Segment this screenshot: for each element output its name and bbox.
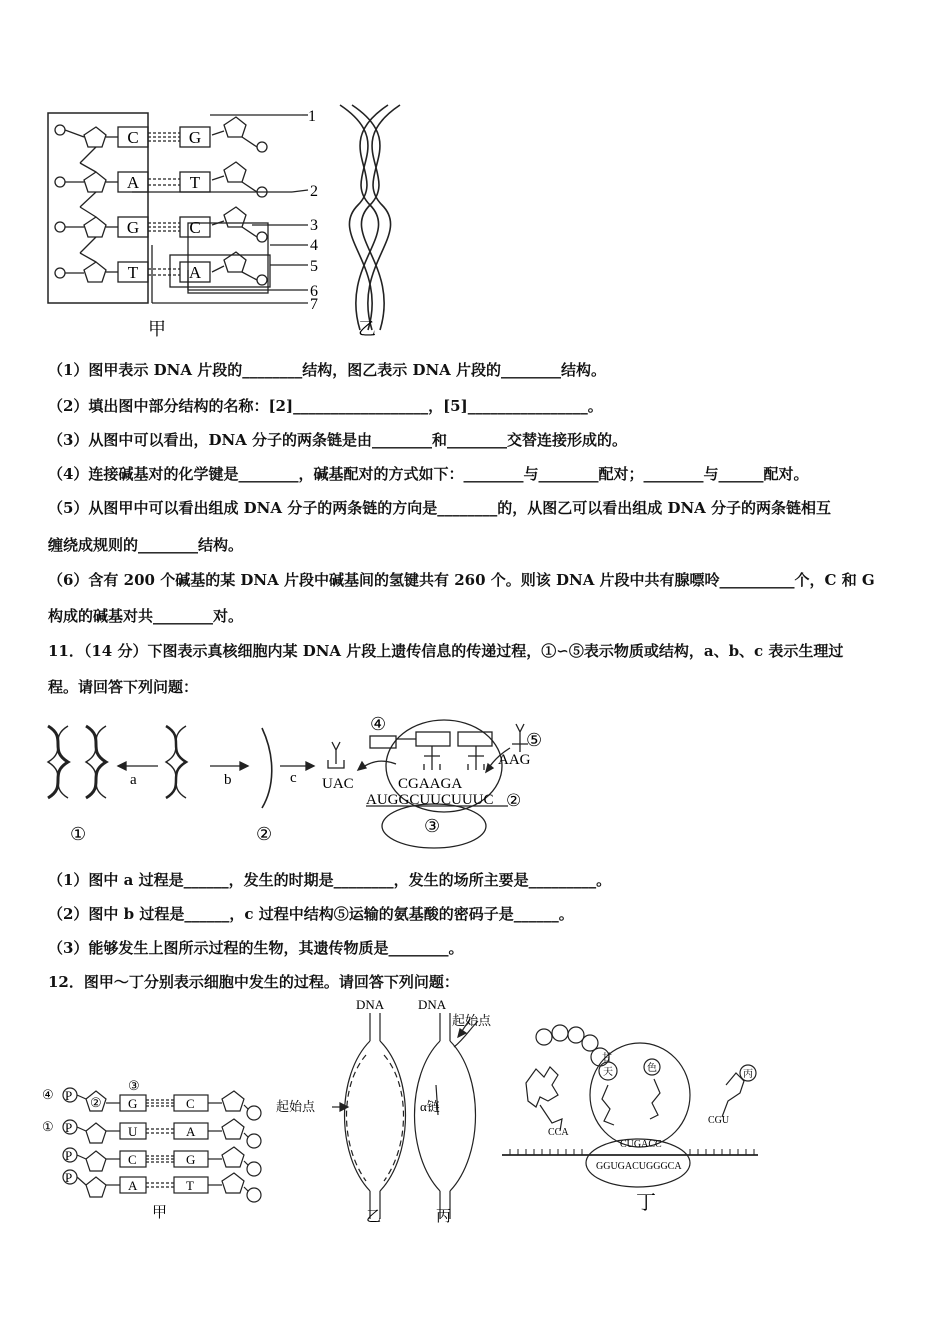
q10-item-4: （4）连接碱基对的化学键是________，碱基配对的方式如下：________与________配对；________与______配对。	[48, 465, 809, 483]
anticodon-uac: UAC	[322, 776, 354, 792]
dna-label-bing: DNA	[418, 997, 447, 1012]
q10-item-6a: （6）含有 200 个碱基的某 DNA 片段中碱基间的氢键共有 260 个。则该 DNA 片段中共有腺嘌呤__________个，C 和 G	[48, 571, 875, 589]
process-b: b	[224, 772, 232, 788]
pair-right-3: G	[186, 1152, 196, 1167]
amino-se: 色	[647, 1063, 657, 1074]
q10-item-3: （3）从图中可以看出，DNA 分子的两条链是由________和________交替连接形成的。	[48, 431, 628, 449]
anticodon-aag: AAG	[498, 752, 531, 768]
anticodon-cugacc: CUGACC	[620, 1139, 662, 1150]
caption-yi: 乙	[358, 319, 376, 339]
q12-heading: 12．图甲～丁分别表示细胞中发生的过程。请回答下列问题：	[48, 973, 459, 991]
q10-item-5a: （5）从图甲中可以看出组成 DNA 分子的两条链的方向是________的，从图乙可以看出组成 DNA 分子的两条链相互	[48, 499, 832, 517]
marker-4: ④	[370, 714, 387, 734]
marker-2-right: ②	[506, 791, 522, 810]
dna-structure-figure	[40, 95, 440, 345]
start-label-bing: 起始点	[452, 1013, 492, 1028]
base-left-1: C	[127, 128, 139, 147]
marker-3: ③	[128, 1078, 140, 1093]
caption-jia: 甲	[152, 1205, 168, 1221]
anticodon-cgu: CGU	[708, 1115, 730, 1126]
alpha-chain: α链	[420, 1099, 440, 1114]
label-5: 5	[310, 258, 318, 275]
q10-item-1: （1）图甲表示 DNA 片段的________结构，图乙表示 DNA 片段的________结构。	[48, 361, 607, 379]
pair-right-4: T	[186, 1178, 194, 1193]
process-c: c	[290, 770, 297, 786]
dna-label-yi: DNA	[356, 997, 385, 1012]
phosphate-3: P	[65, 1148, 73, 1163]
process-a: a	[130, 772, 137, 788]
base-left-3: G	[126, 218, 140, 237]
caption-ding: 丁	[636, 1192, 656, 1214]
caption-bing: 丙	[436, 1209, 452, 1225]
q11-item-2: （2）图中 b 过程是______，c 过程中结构⑤运输的氨基酸的密码子是______。	[48, 905, 574, 923]
phosphate-2: P	[65, 1120, 73, 1135]
pair-left-3: C	[128, 1152, 137, 1167]
base-left-4: T	[127, 263, 139, 282]
mrna-sequence: GGUGACUGGGCA	[596, 1161, 682, 1172]
label-3: 3	[310, 217, 318, 234]
label-1: 1	[308, 108, 316, 125]
base-left-2: A	[126, 173, 140, 192]
phosphate-4: P	[65, 1170, 73, 1185]
label-6: 6	[310, 283, 318, 300]
pair-left-1: G	[128, 1096, 138, 1111]
amino-tian: 天	[603, 1067, 613, 1078]
start-label-yi: 起始点	[276, 1099, 316, 1114]
label-7: 7	[310, 296, 318, 313]
caption-jia: 甲	[148, 319, 166, 339]
pair-right-1: C	[186, 1096, 195, 1111]
q10-item-2: （2）填出图中部分结构的名称：[2]__________________，[5]________________。	[48, 397, 603, 415]
q11-heading: 11．（14 分）下图表示真核细胞内某 DNA 片段上遗传信息的传递过程，①∽⑤表示物质或结构，a、b、c 表示生理过	[48, 642, 844, 660]
phosphate-1: P	[65, 1088, 73, 1103]
processes-figure	[40, 995, 780, 1230]
amino-gan: 甘	[602, 1053, 612, 1064]
marker-4: ④	[42, 1087, 54, 1102]
marker-1: ①	[42, 1119, 54, 1134]
label-4: 4	[310, 237, 318, 254]
marker-3: ③	[424, 816, 441, 836]
gene-expression-figure	[40, 708, 560, 858]
amino-bing: 丙	[743, 1069, 753, 1080]
q11-heading-cont: 程。请回答下列问题：	[48, 678, 199, 696]
pair-right-2: A	[186, 1124, 196, 1139]
anticodons-cgaaga: CGAAGA	[398, 776, 463, 792]
anticodon-cca: CCA	[548, 1127, 569, 1138]
label-2: 2	[310, 183, 318, 200]
marker-1: ①	[70, 824, 87, 844]
pair-left-4: A	[128, 1178, 138, 1193]
q11-item-3: （3）能够发生上图所示过程的生物，其遗传物质是________。	[48, 939, 464, 957]
base-right-1: G	[188, 128, 202, 147]
marker-5: ⑤	[526, 730, 543, 750]
base-right-3: C	[189, 218, 201, 237]
q11-item-1: （1）图中 a 过程是______，发生的时期是________，发生的场所主要是_________。	[48, 871, 612, 889]
base-right-2: T	[189, 173, 201, 192]
base-right-4: A	[188, 263, 202, 282]
pair-left-2: U	[128, 1124, 138, 1139]
mrna-sequence: AUGGCUUCUUUC	[366, 792, 494, 808]
q10-item-5b: 缠绕成规则的________结构。	[48, 536, 244, 554]
caption-yi: 乙	[366, 1209, 382, 1225]
marker-2-left: ②	[256, 824, 273, 844]
q10-item-6b: 构成的碱基对共________对。	[48, 607, 244, 625]
marker-2: ②	[90, 1095, 102, 1110]
